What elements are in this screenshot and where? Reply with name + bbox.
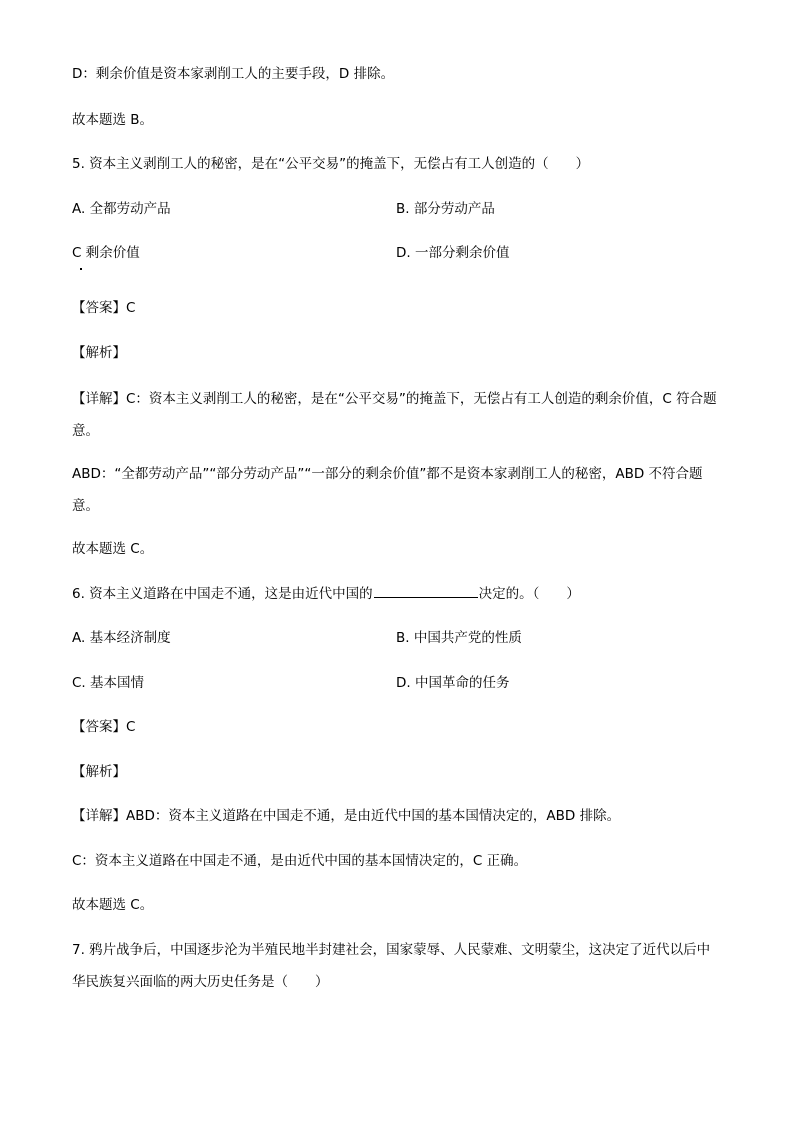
- question-6-option-a: A. 基本经济制度: [72, 630, 171, 646]
- question-5-option-a: A. 全都劳动产品: [72, 201, 171, 217]
- question-6-analysis-label: 【解析】: [72, 764, 126, 780]
- question-6-answer: 【答案】C: [72, 719, 136, 735]
- question-6-detail-1: 【详解】ABD：资本主义道路在中国走不通，是由近代中国的基本国情决定的，ABD 排除。: [72, 808, 621, 824]
- fill-in-blank: [374, 587, 478, 598]
- question-5-stem: 5. 资本主义剥削工人的秘密，是在“公平交易”的掩盖下，无偿占有工人创造的（ ）: [72, 156, 590, 172]
- stray-dot: [80, 268, 82, 270]
- question-5-conclusion: 故本题选 C。: [72, 541, 154, 557]
- question-7-stem: 7. 鸦片战争后，中国逐步沦为半殖民地半封建社会，国家蒙辱、人民蒙难、文明蒙尘，这决定了近代以后中华民族复兴面临的两大历史任务是（ ）: [72, 942, 711, 990]
- question-6-option-d: D. 中国革命的任务: [396, 675, 510, 691]
- question-6-option-c: C. 基本国情: [72, 675, 145, 691]
- question-5-option-d: D. 一部分剩余价值: [396, 245, 510, 261]
- question-6-stem-before: 6. 资本主义道路在中国走不通，这是由近代中国的: [72, 586, 373, 602]
- conclusion-prev: 故本题选 B。: [72, 112, 154, 128]
- question-5-option-c: C 剩余价值: [72, 245, 140, 261]
- question-5-answer: 【答案】C: [72, 300, 136, 316]
- question-6-option-b: B. 中国共产党的性质: [396, 630, 522, 646]
- option-d-note: D：剩余价值是资本家剥削工人的主要手段，D 排除。: [72, 66, 395, 82]
- question-5-analysis-label: 【解析】: [72, 345, 126, 361]
- question-5-detail-1: 【详解】C：资本主义剥削工人的秘密，是在“公平交易”的掩盖下，无偿占有工人创造的剩余价值，C 符合题意。: [72, 391, 717, 439]
- question-5-detail-2: ABD：“全都劳动产品”“部分劳动产品”“一部分的剩余价值”都不是资本家剥削工人的秘密，ABD 不符合题意。: [72, 466, 703, 514]
- question-6-conclusion: 故本题选 C。: [72, 897, 154, 913]
- question-6-stem-after: 决定的。（ ）: [478, 586, 580, 602]
- question-5-option-b: B. 部分劳动产品: [396, 201, 495, 217]
- question-6-stem: [72, 587, 580, 602]
- question-6-detail-2: C：资本主义道路在中国走不通，是由近代中国的基本国情决定的，C 正确。: [72, 853, 528, 869]
